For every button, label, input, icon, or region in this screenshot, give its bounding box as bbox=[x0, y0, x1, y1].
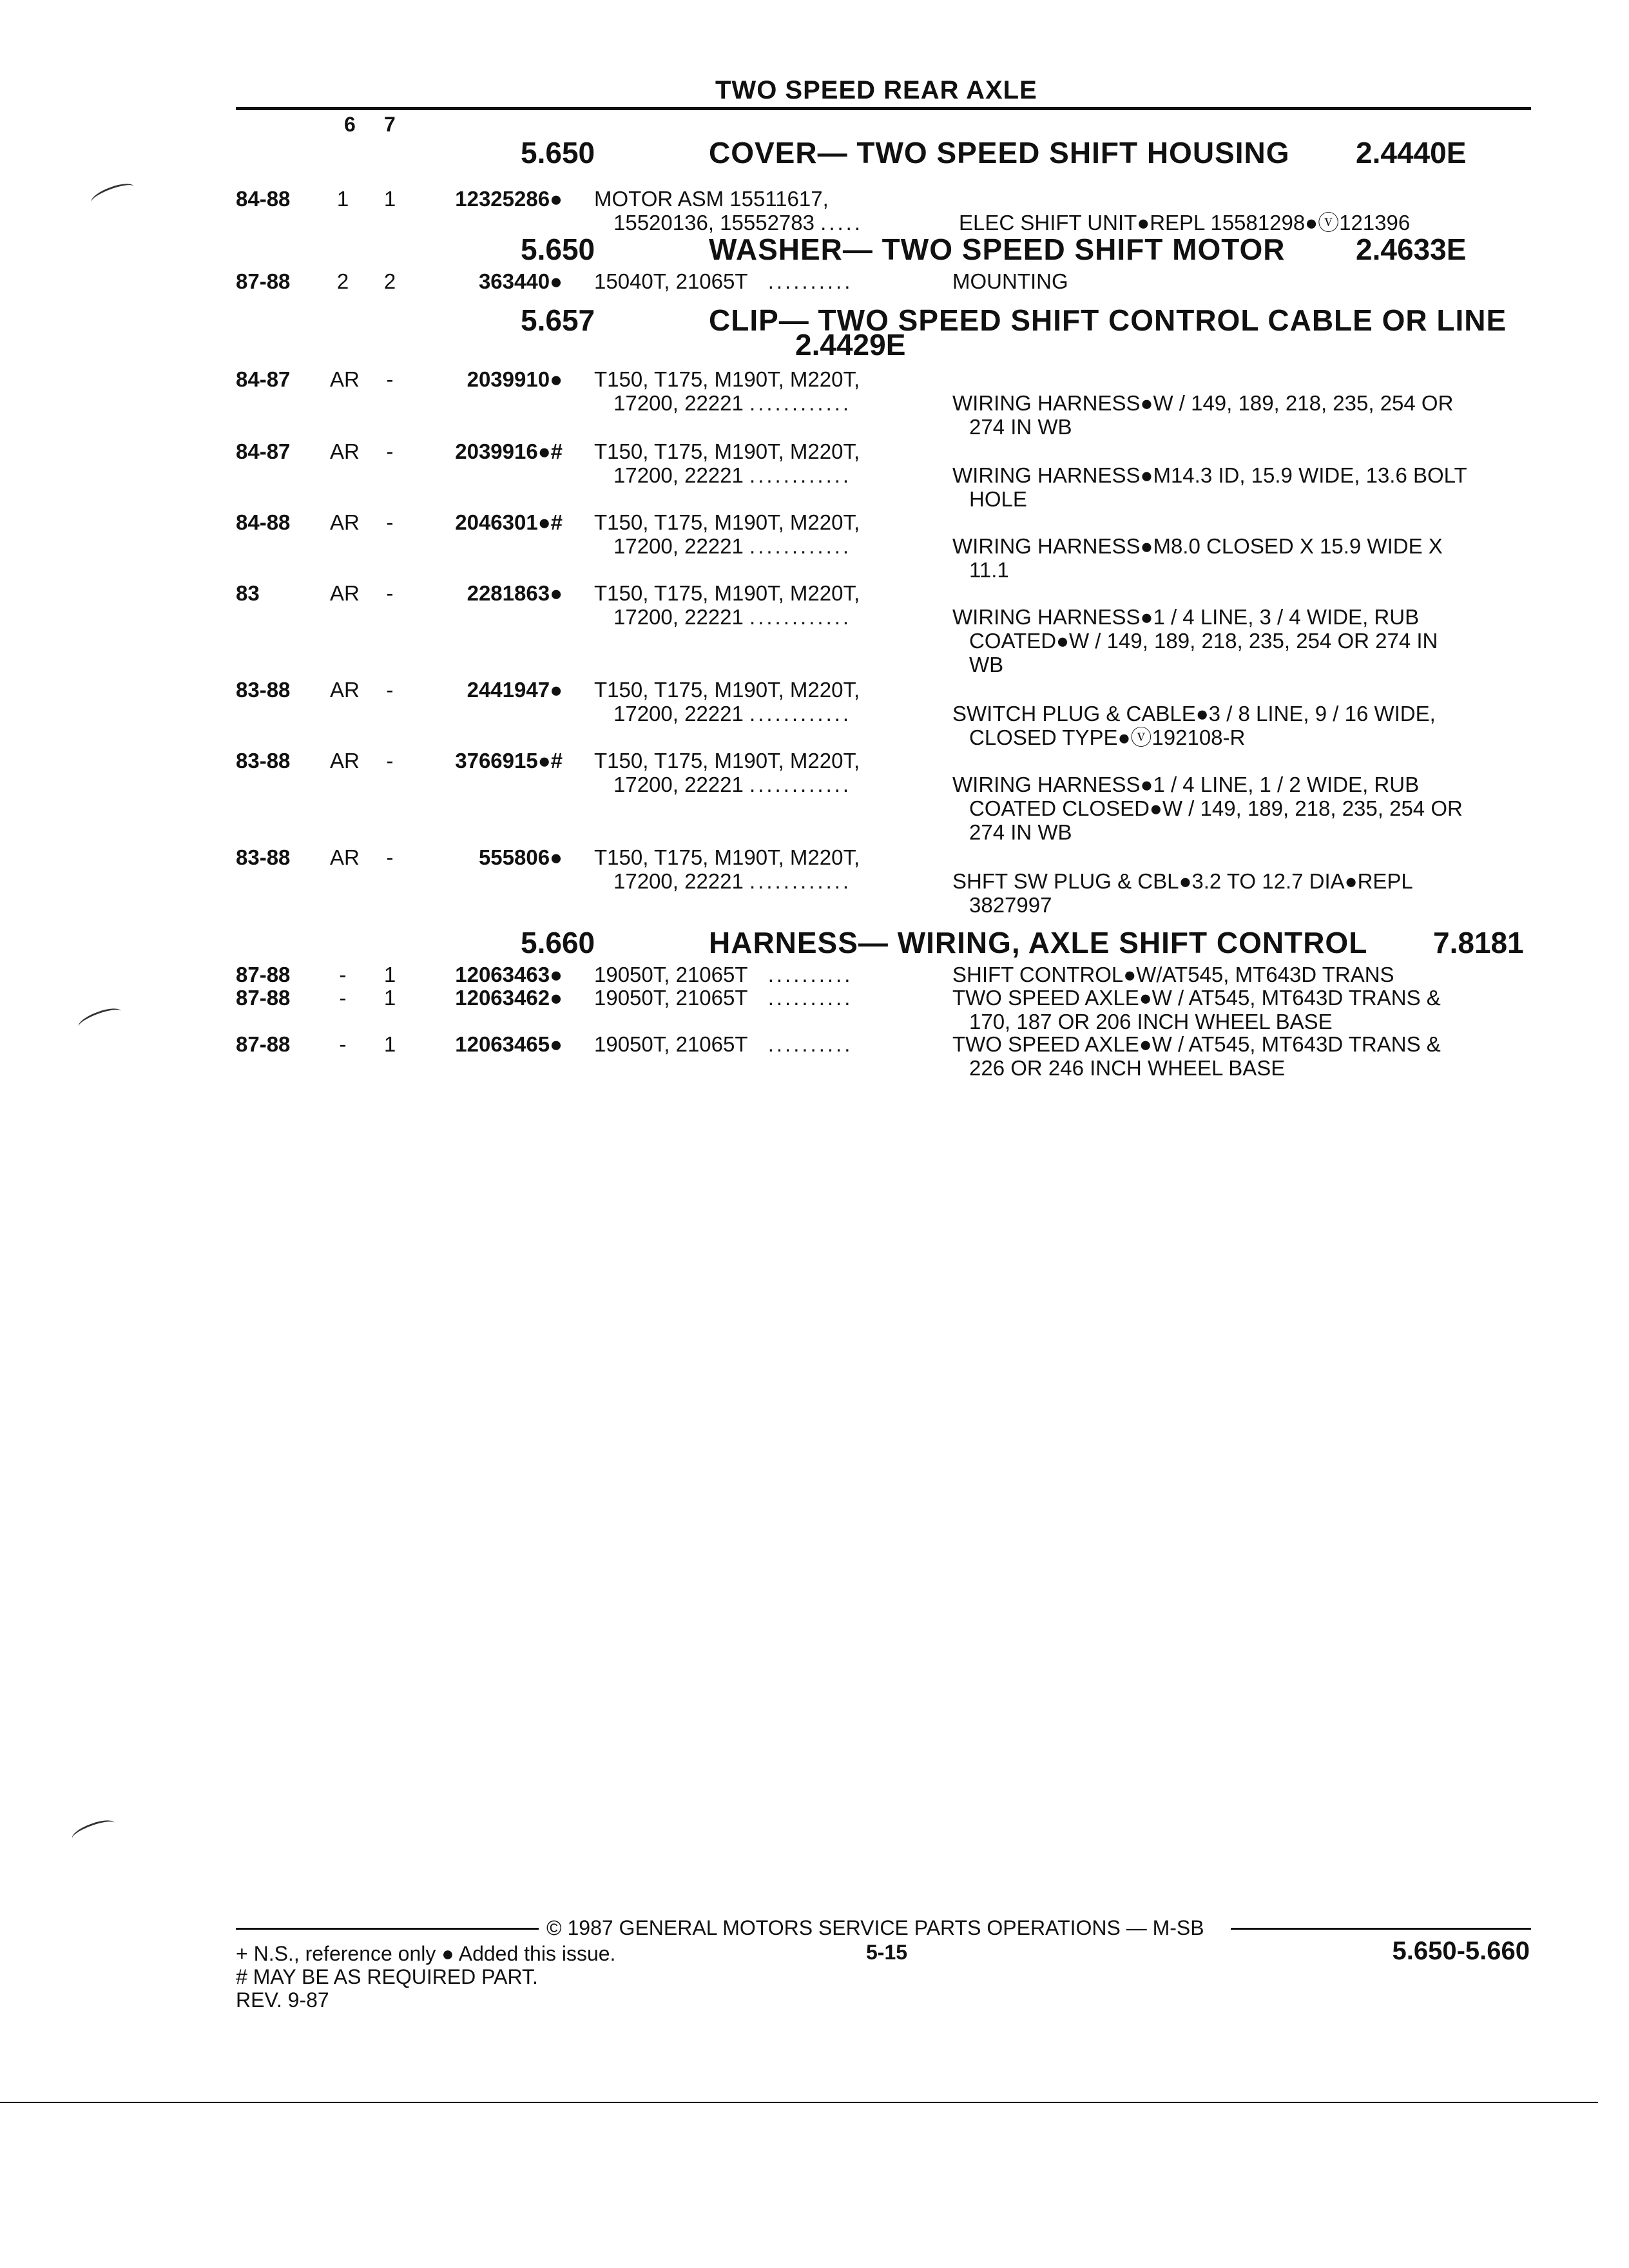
models-line-1: T150, T175, M190T, M220T, bbox=[594, 749, 860, 773]
part-description bbox=[952, 963, 1394, 986]
description-line: COATED CLOSED●W / 149, 189, 218, 235, 254 OR bbox=[969, 796, 1463, 820]
description-line: TWO SPEED AXLE●W / AT545, MT643D TRANS & bbox=[952, 1032, 1441, 1056]
description-line: WIRING HARNESS●M8.0 CLOSED X 15.9 WIDE X bbox=[952, 534, 1443, 558]
models-line-2: 17200, 22221 bbox=[613, 869, 744, 893]
part-description bbox=[952, 773, 1463, 844]
leader-dots: ..... bbox=[820, 211, 863, 235]
section-group-code: 7.8181 bbox=[1433, 926, 1524, 959]
description-line: SWITCH PLUG & CABLE●3 / 8 LINE, 9 / 16 WIDE, bbox=[952, 702, 1436, 726]
section-group-code: 2.4440E bbox=[1356, 136, 1467, 169]
parts-row bbox=[0, 986, 1629, 1033]
model-applications bbox=[594, 269, 853, 293]
leader-dots: .......... bbox=[767, 963, 853, 986]
part-number: 363440● bbox=[478, 269, 563, 293]
quantity-col-6: - bbox=[339, 1032, 347, 1056]
description-line: WIRING HARNESS●1 / 4 LINE, 3 / 4 WIDE, RUB bbox=[952, 605, 1420, 629]
section-title: WASHER— TWO SPEED SHIFT MOTOR bbox=[709, 233, 1286, 266]
part-number: 12063462● bbox=[455, 986, 563, 1010]
page-title: TWO SPEED REAR AXLE bbox=[715, 76, 1037, 104]
quantity-col-6: 2 bbox=[336, 269, 349, 293]
bottom-edge-rule bbox=[0, 2102, 1598, 2103]
leader-dots: ............ bbox=[749, 773, 852, 796]
models-line-2: 17200, 22221 bbox=[613, 463, 744, 487]
model-years: 84-87 bbox=[236, 439, 291, 463]
model-applications bbox=[594, 986, 853, 1010]
part-number: 2046301●# bbox=[455, 510, 563, 534]
model-years: 87-88 bbox=[236, 269, 291, 293]
footer-rule-right bbox=[1231, 1928, 1531, 1930]
section-number: 5.650 bbox=[521, 136, 595, 169]
models-line-1: 19050T, 21065T bbox=[594, 1032, 748, 1056]
quantity-col-6: 1 bbox=[336, 187, 349, 211]
part-number: 555806● bbox=[478, 845, 563, 869]
part-number: 12325286● bbox=[455, 187, 563, 211]
model-applications bbox=[594, 1032, 853, 1056]
part-number: 12063465● bbox=[455, 1032, 563, 1056]
models-line-1: 15040T, 21065T bbox=[594, 269, 748, 293]
description-line: 274 IN WB bbox=[969, 820, 1072, 844]
description-line: TWO SPEED AXLE●W / AT545, MT643D TRANS & bbox=[952, 986, 1441, 1010]
description-line: 3827997 bbox=[969, 893, 1052, 917]
model-applications bbox=[594, 187, 863, 235]
part-description bbox=[952, 534, 1443, 582]
models-line-1: 19050T, 21065T bbox=[594, 963, 748, 986]
part-description bbox=[952, 869, 1413, 917]
part-description bbox=[952, 702, 1436, 749]
quantity-col-7: 2 bbox=[383, 269, 396, 293]
parts-row bbox=[0, 367, 1629, 439]
leader-dots: .......... bbox=[767, 986, 853, 1010]
section-title: CLIP— TWO SPEED SHIFT CONTROL CABLE OR LINE bbox=[709, 303, 1507, 337]
part-description bbox=[952, 391, 1453, 439]
description-line: WIRING HARNESS●W / 149, 189, 218, 235, 254 OR bbox=[952, 391, 1454, 415]
model-applications bbox=[594, 439, 860, 487]
quantity-col-7: - bbox=[386, 749, 394, 773]
quantity-col-7: - bbox=[386, 367, 394, 391]
parts-row bbox=[0, 749, 1629, 844]
leader-dots: ............ bbox=[749, 391, 852, 415]
quantity-col-6: AR bbox=[330, 749, 360, 773]
model-years: 87-88 bbox=[236, 986, 291, 1010]
section-group-code: 2.4429E bbox=[795, 328, 906, 361]
models-line-1: T150, T175, M190T, M220T, bbox=[594, 845, 860, 869]
quantity-col-6: - bbox=[339, 986, 347, 1010]
parts-row bbox=[0, 510, 1629, 582]
leader-dots: .......... bbox=[767, 1032, 853, 1056]
model-applications bbox=[594, 749, 860, 796]
part-description bbox=[952, 269, 1068, 293]
parts-row bbox=[0, 439, 1629, 511]
models-line-1: 19050T, 21065T bbox=[594, 986, 748, 1010]
description-line: MOUNTING bbox=[952, 269, 1068, 293]
description-line: 170, 187 OR 206 INCH WHEEL BASE bbox=[969, 1010, 1333, 1033]
leader-dots: ............ bbox=[749, 605, 852, 629]
quantity-col-6: AR bbox=[330, 845, 360, 869]
model-years: 83-88 bbox=[236, 678, 291, 702]
parts-row bbox=[0, 678, 1629, 749]
header-rule bbox=[236, 107, 1531, 110]
quantity-col-7: 1 bbox=[383, 986, 396, 1010]
section-title: COVER— TWO SPEED SHIFT HOUSING bbox=[709, 136, 1290, 169]
copyright-line: © 1987 GENERAL MOTORS SERVICE PARTS OPERATIONS — M-SB bbox=[546, 1916, 1204, 1939]
section-title: HARNESS— WIRING, AXLE SHIFT CONTROL bbox=[709, 926, 1368, 959]
revision: REV. 9-87 bbox=[236, 1988, 329, 2012]
models-line-1: T150, T175, M190T, M220T, bbox=[594, 678, 860, 702]
quantity-col-6: AR bbox=[330, 510, 360, 534]
quantity-col-7: - bbox=[386, 581, 394, 605]
description-line: WIRING HARNESS●M14.3 ID, 15.9 WIDE, 13.6 BOLT bbox=[952, 463, 1467, 487]
quantity-col-7: 1 bbox=[383, 187, 396, 211]
part-number: 2281863● bbox=[467, 581, 563, 605]
model-applications bbox=[594, 678, 860, 726]
description-line: 274 IN WB bbox=[969, 415, 1072, 439]
page-number: 5-15 bbox=[866, 1941, 908, 1964]
footer-rule-left bbox=[236, 1928, 539, 1930]
model-years: 84-88 bbox=[236, 187, 291, 211]
model-applications bbox=[594, 510, 860, 558]
part-description bbox=[952, 1032, 1441, 1080]
section-range: 5.650-5.660 bbox=[1392, 1937, 1530, 1965]
description-line: COATED●W / 149, 189, 218, 235, 254 OR 274 IN bbox=[969, 629, 1438, 653]
legend-added: + N.S., reference only ● Added this issue. bbox=[236, 1942, 616, 1965]
model-applications bbox=[594, 367, 860, 415]
model-years: 83-88 bbox=[236, 845, 291, 869]
part-number: 2441947● bbox=[467, 678, 563, 702]
part-description bbox=[942, 211, 1410, 235]
description-line: WIRING HARNESS●1 / 4 LINE, 1 / 2 WIDE, RUB bbox=[952, 773, 1420, 796]
description-line: 226 OR 246 INCH WHEEL BASE bbox=[969, 1056, 1286, 1080]
models-line-2: 17200, 22221 bbox=[613, 391, 744, 415]
model-applications bbox=[594, 963, 853, 986]
leader-dots: .......... bbox=[767, 269, 853, 293]
part-number: 12063463● bbox=[455, 963, 563, 986]
punch-hole-mark bbox=[70, 1816, 117, 1846]
description-line: WB bbox=[969, 653, 1004, 677]
column-header-7: 7 bbox=[384, 113, 396, 136]
quantity-col-6: AR bbox=[330, 581, 360, 605]
models-line-2: 17200, 22221 bbox=[613, 773, 744, 796]
parts-row bbox=[0, 187, 1629, 235]
model-applications bbox=[594, 581, 860, 629]
quantity-col-6: AR bbox=[330, 439, 360, 463]
quantity-col-7: 1 bbox=[383, 1032, 396, 1056]
description-line: HOLE bbox=[969, 487, 1027, 511]
models-line-1: T150, T175, M190T, M220T, bbox=[594, 367, 860, 391]
parts-row bbox=[0, 963, 1629, 988]
models-line-1: T150, T175, M190T, M220T, bbox=[594, 510, 860, 534]
leader-dots: ............ bbox=[749, 534, 852, 558]
models-line-1: T150, T175, M190T, M220T, bbox=[594, 439, 860, 463]
description-line: 11.1 bbox=[969, 558, 1009, 582]
leader-dots: ............ bbox=[749, 869, 852, 893]
quantity-col-7: - bbox=[386, 678, 394, 702]
quantity-col-7: - bbox=[386, 439, 394, 463]
models-line-1: MOTOR ASM 15511617, bbox=[594, 187, 829, 211]
model-years: 83-88 bbox=[236, 749, 291, 773]
leader-dots: ............ bbox=[749, 463, 852, 487]
part-description bbox=[952, 463, 1467, 511]
model-years: 84-87 bbox=[236, 367, 291, 391]
models-line-1: T150, T175, M190T, M220T, bbox=[594, 581, 860, 605]
leader-dots: ............ bbox=[749, 702, 852, 726]
models-line-2: 17200, 22221 bbox=[613, 605, 744, 629]
parts-row bbox=[0, 581, 1629, 677]
quantity-col-6: - bbox=[339, 963, 347, 986]
model-years: 84-88 bbox=[236, 510, 291, 534]
part-number: 2039910● bbox=[467, 367, 563, 391]
models-line-2: 15520136, 15552783 bbox=[613, 211, 815, 235]
models-line-2: 17200, 22221 bbox=[613, 702, 744, 726]
model-years: 87-88 bbox=[236, 963, 291, 986]
part-number: 3766915●# bbox=[455, 749, 563, 773]
parts-row bbox=[0, 845, 1629, 917]
part-description bbox=[952, 986, 1441, 1033]
parts-row bbox=[0, 1032, 1629, 1080]
part-number: 2039916●# bbox=[455, 439, 563, 463]
quantity-col-7: 1 bbox=[383, 963, 396, 986]
description-line: SHFT SW PLUG & CBL●3.2 TO 12.7 DIA●REPL bbox=[952, 869, 1413, 893]
quantity-col-7: - bbox=[386, 845, 394, 869]
models-line-2: 17200, 22221 bbox=[613, 534, 744, 558]
quantity-col-7: - bbox=[386, 510, 394, 534]
section-group-code: 2.4633E bbox=[1356, 233, 1467, 266]
section-number: 5.660 bbox=[521, 926, 595, 959]
quantity-col-6: AR bbox=[330, 367, 360, 391]
model-years: 87-88 bbox=[236, 1032, 291, 1056]
column-header-6: 6 bbox=[344, 113, 356, 136]
description-line: SHIFT CONTROL●W/AT545, MT643D TRANS bbox=[952, 963, 1394, 986]
model-years: 83 bbox=[236, 581, 260, 605]
description-line: ELEC SHIFT UNIT●REPL 15581298●ⓥ121396 bbox=[959, 211, 1411, 235]
model-applications bbox=[594, 845, 860, 893]
section-number: 5.657 bbox=[521, 303, 595, 337]
legend-as-required: # MAY BE AS REQUIRED PART. bbox=[236, 1965, 538, 1988]
description-line: CLOSED TYPE●ⓥ192108-R bbox=[969, 726, 1246, 749]
part-description bbox=[952, 605, 1438, 677]
quantity-col-6: AR bbox=[330, 678, 360, 702]
section-number: 5.650 bbox=[521, 233, 595, 266]
parts-row bbox=[0, 269, 1629, 295]
